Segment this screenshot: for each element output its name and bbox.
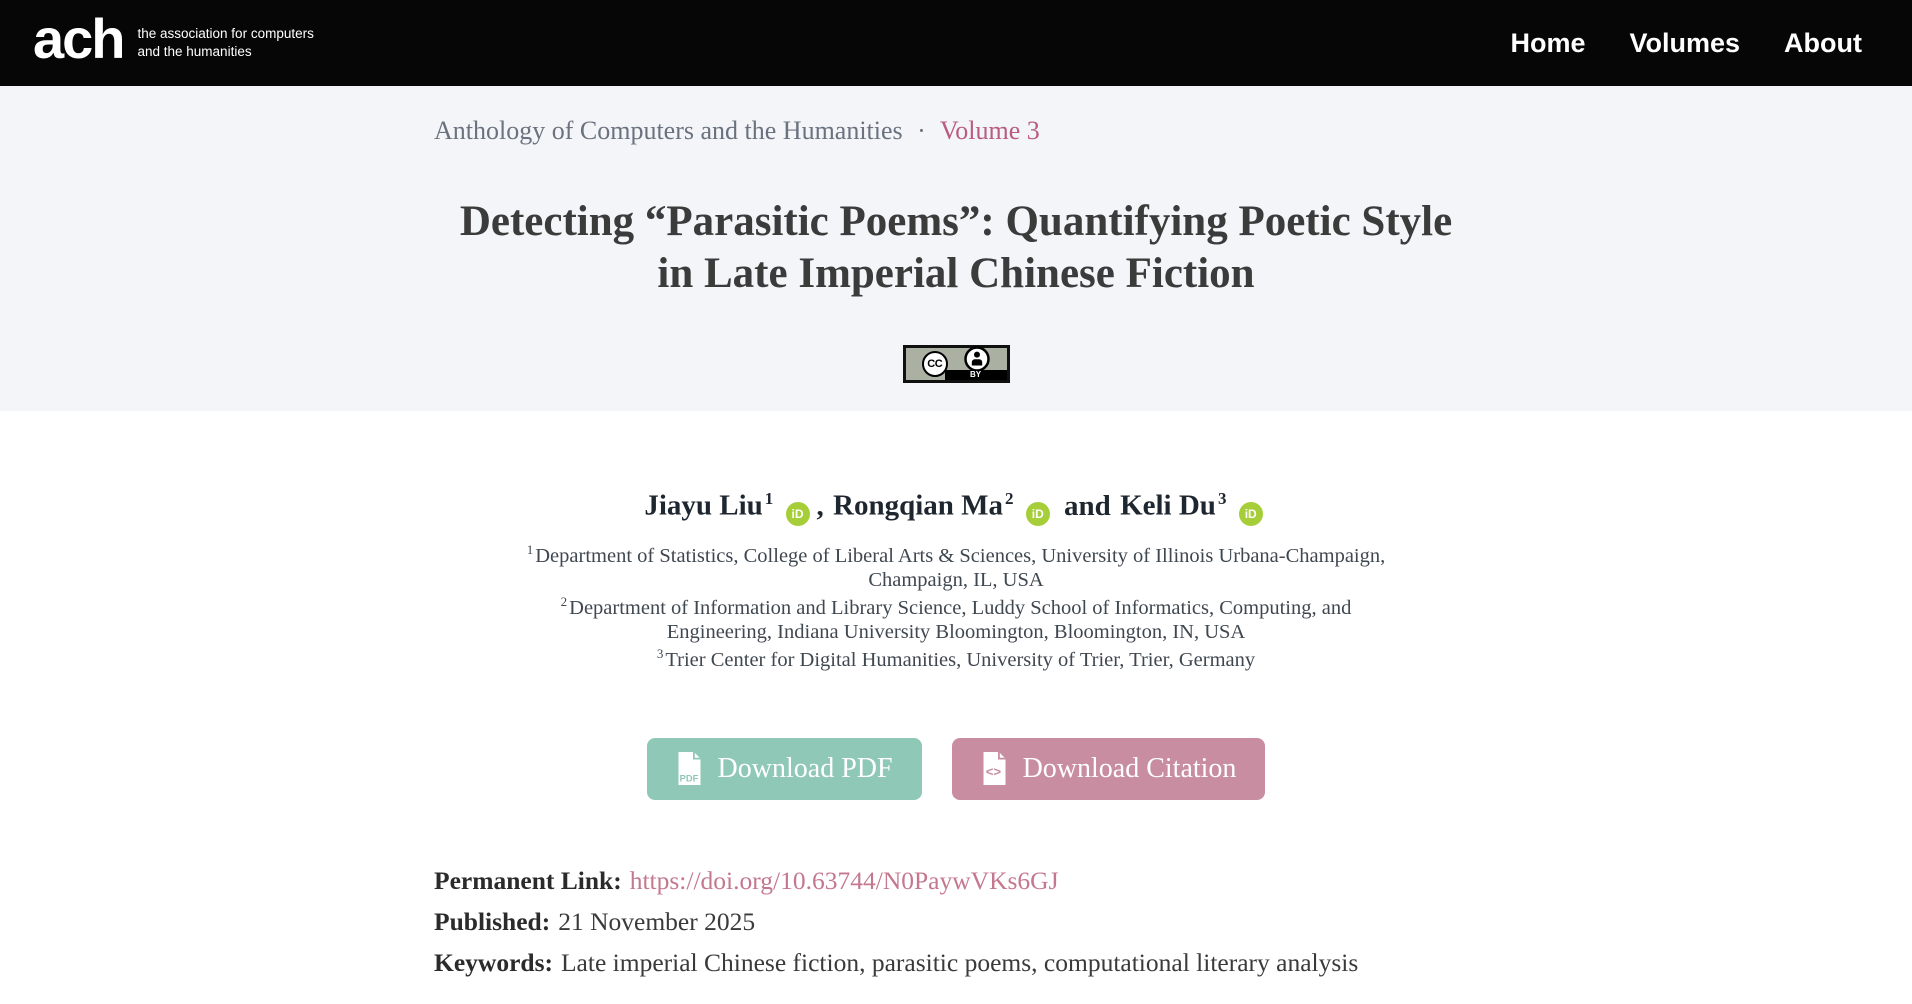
cc-by-license-badge[interactable] — [903, 345, 1010, 383]
author-affiliation-sup-2: 2 — [1005, 488, 1014, 508]
download-actions — [0, 738, 1912, 800]
orcid-icon[interactable]: iD — [1026, 502, 1050, 526]
nav-item-volumes[interactable]: Volumes — [1629, 27, 1741, 58]
author-name-2: Rongqian Ma — [833, 489, 1004, 522]
main-nav — [1510, 28, 1862, 59]
keywords-row — [434, 948, 1478, 978]
affiliation-2 — [526, 594, 1386, 644]
license-row — [434, 345, 1478, 383]
keywords-label: Keywords: — [434, 947, 553, 977]
affiliation-text-2: Department of Information and Library Science, Luddy School of Informatics, Computing, and Engineering, Indiana University Bloomington, Bloomington, IN, USA — [569, 596, 1352, 643]
author-name-1: Jiayu Liu — [644, 489, 763, 522]
permanent-link-label: Permanent Link: — [434, 865, 622, 895]
ach-logo[interactable] — [33, 6, 314, 72]
hero-section — [0, 86, 1912, 411]
navbar — [0, 0, 1912, 86]
author-separator: , — [816, 489, 824, 522]
breadcrumb-volume-link[interactable]: Volume 3 — [939, 116, 1040, 145]
affiliations-block — [526, 542, 1386, 672]
published-label: Published: — [434, 906, 551, 936]
breadcrumb-separator: · — [917, 116, 926, 145]
nav-item-home[interactable]: Home — [1510, 27, 1586, 58]
affiliation-3 — [526, 646, 1386, 672]
affiliation-sup-2: 2 — [560, 593, 568, 609]
page-title: Detecting “Parasitic Poems”: Quantifying Poetic Style in Late Imperial Chinese Fiction — [459, 198, 1453, 298]
cc-by-label: BY — [945, 370, 1007, 380]
ach-logo-tagline — [138, 25, 314, 60]
cc-icon: CC — [922, 351, 948, 377]
citation-file-icon — [981, 752, 1008, 785]
pdf-file-icon — [676, 752, 703, 785]
author-name-3: Keli Du — [1120, 489, 1216, 522]
doi-link[interactable]: https://doi.org/10.63744/N0PaywVKs6GJ — [629, 865, 1059, 895]
svg-text:PDF: PDF — [679, 774, 698, 785]
published-value: 21 November 2025 — [558, 906, 756, 936]
breadcrumb-journal-name: Anthology of Computers and the Humanities — [434, 116, 903, 145]
download-pdf-label: Download PDF — [717, 752, 893, 784]
author-separator: and — [1064, 489, 1111, 522]
nav-item-about[interactable]: About — [1784, 27, 1862, 58]
breadcrumb — [434, 116, 1478, 146]
keywords-value: Late imperial Chinese fiction, parasitic poems, computational literary analysis — [560, 947, 1359, 977]
download-citation-button[interactable] — [952, 738, 1266, 800]
affiliation-text-1: Department of Statistics, College of Liberal Arts & Sciences, University of Illinois Urbana-Champaign, Champaign, IL, USA — [535, 544, 1386, 591]
affiliation-1 — [526, 542, 1386, 592]
tagline-line1: the association for computers — [137, 26, 314, 42]
affiliation-sup-3: 3 — [656, 645, 664, 661]
affiliation-sup-1: 1 — [526, 541, 534, 557]
author-affiliation-sup-1: 1 — [764, 488, 774, 508]
download-citation-label: Download Citation — [1022, 752, 1237, 784]
article-header — [0, 489, 1912, 978]
permanent-link-row — [434, 866, 1478, 896]
article-metadata — [434, 866, 1478, 978]
ach-logo-text: ach — [33, 6, 124, 70]
published-row — [434, 907, 1478, 937]
authors-line — [0, 489, 1912, 526]
orcid-icon[interactable]: iD — [1239, 502, 1263, 526]
orcid-icon[interactable]: iD — [786, 502, 810, 526]
tagline-line2: and the humanities — [137, 43, 252, 59]
download-pdf-button[interactable] — [647, 738, 922, 800]
author-affiliation-sup-3: 3 — [1217, 488, 1227, 508]
svg-text:<>: <> — [985, 764, 1001, 780]
affiliation-text-3: Trier Center for Digital Humanities, University of Trier, Trier, Germany — [665, 648, 1256, 671]
